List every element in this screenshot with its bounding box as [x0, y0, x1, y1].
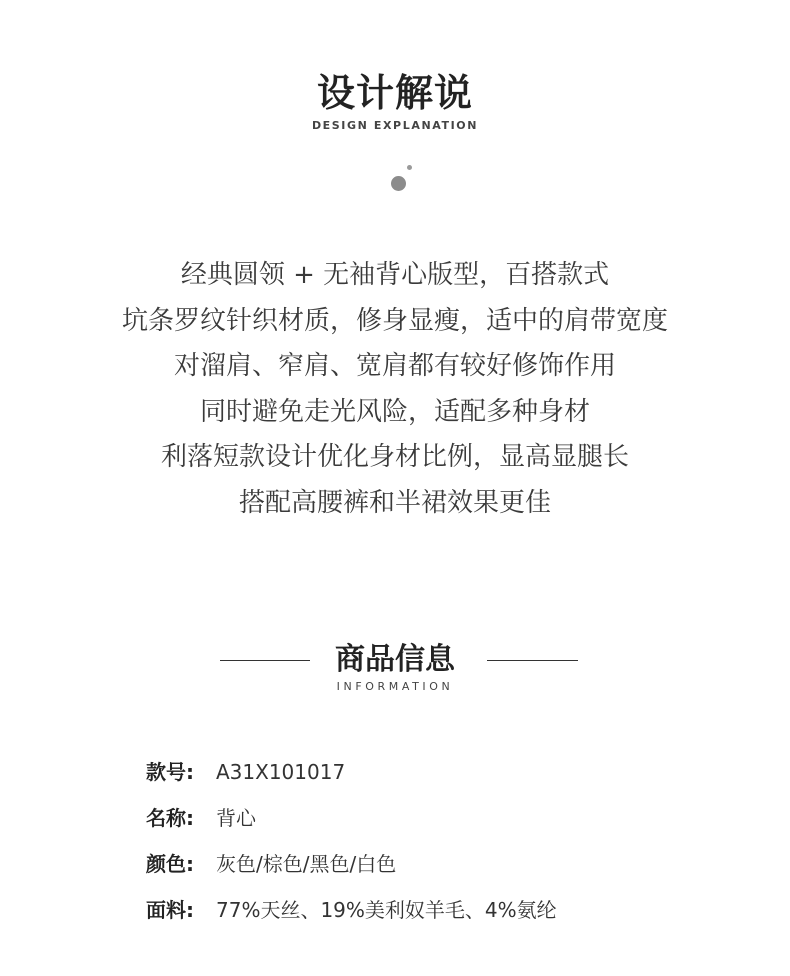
decorative-large-dot: [391, 176, 406, 191]
description-line: 经典圆领 + 无袖背心版型，百搭款式: [180, 260, 610, 290]
spec-value: 灰色/棕色/黑色/白色: [216, 852, 397, 876]
description-line: 利落短款设计优化身材比例，显高显腿长: [160, 442, 629, 472]
product-info-title: 商品信息: [335, 642, 455, 677]
product-info-subtitle: INFORMATION: [336, 680, 454, 693]
spec-label: 面料:: [146, 898, 194, 922]
spec-row-name: [146, 800, 557, 846]
spec-label: 颜色:: [146, 852, 194, 876]
description-line: 同时避免走光风险，适配多种身材: [199, 396, 590, 427]
description-line: 搭配高腰裤和半裙效果更佳: [238, 487, 551, 518]
spec-value: A31X101017: [216, 760, 346, 784]
title-divider-right: [487, 660, 578, 661]
design-explanation-title: 设计解说: [316, 71, 473, 115]
design-explanation-subtitle: DESIGN EXPLANATION: [311, 119, 479, 132]
decorative-small-dot: [407, 165, 412, 170]
spec-value: 背心: [216, 806, 256, 830]
design-description: [0, 253, 790, 526]
spec-label: 款号:: [146, 760, 194, 784]
spec-value: 77%天丝、19%美利奴羊毛、4%氨纶: [216, 898, 557, 922]
description-line: 坑条罗纹针织材质，修身显瘦，适中的肩带宽度: [121, 305, 668, 336]
spec-row-color: [146, 846, 557, 892]
product-spec-list: [146, 754, 557, 938]
spec-row-fabric: [146, 892, 557, 938]
spec-label: 名称:: [146, 806, 194, 830]
spec-row-item-number: [146, 754, 557, 800]
description-line: 对溜肩、窄肩、宽肩都有较好修饰作用: [173, 351, 616, 381]
